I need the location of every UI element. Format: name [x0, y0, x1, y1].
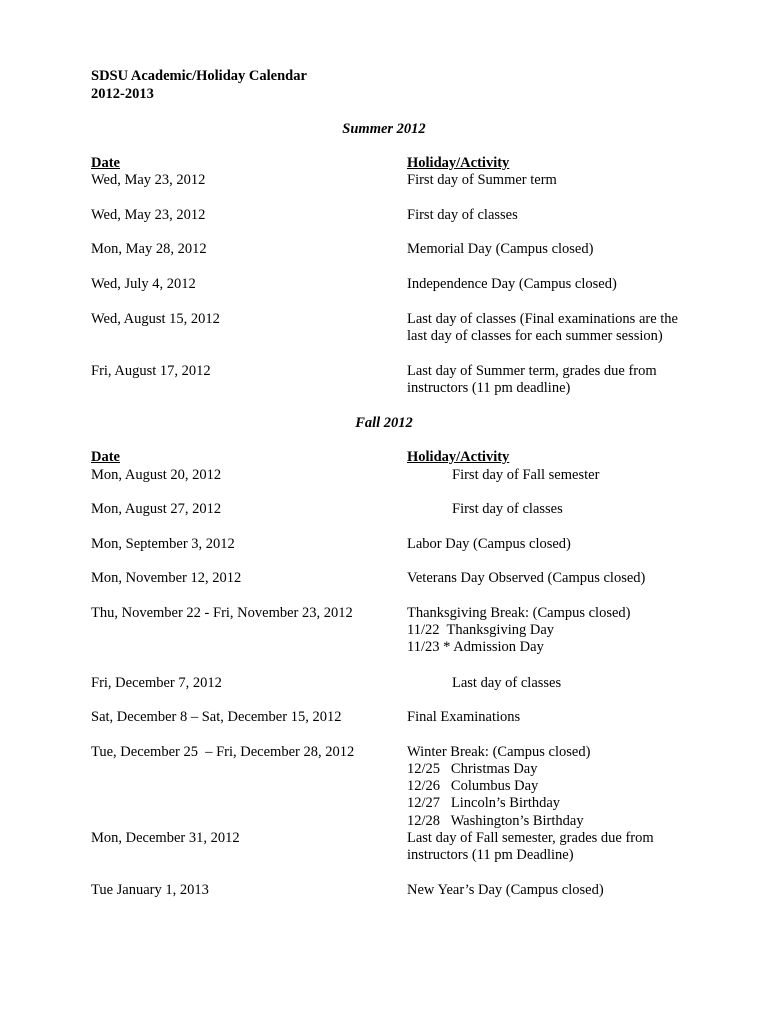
fall-row-activity: Veterans Day Observed (Campus closed) [407, 570, 646, 586]
summer-row-date: Wed, May 23, 2012 [91, 172, 206, 188]
summer-row-date: Fri, August 17, 2012 [91, 363, 211, 379]
summer-row-activity: Last day of classes (Final examinations are the [407, 311, 678, 327]
summer-activity-header: Holiday/Activity [407, 155, 510, 171]
summer-row-activity: Memorial Day (Campus closed) [407, 241, 594, 257]
fall-row-activity: Final Examinations [407, 709, 521, 725]
fall-row-activity: First day of classes [452, 501, 563, 517]
summer-row-date: Wed, May 23, 2012 [91, 207, 206, 223]
fall-row-activity: Winter Break: (Campus closed) [407, 744, 591, 760]
fall-row-date: Thu, November 22 - Fri, November 23, 2012 [91, 605, 353, 621]
fall-row-activity: First day of Fall semester [452, 467, 600, 483]
fall-row-date: Mon, August 20, 2012 [91, 467, 222, 483]
fall-row-activity: Last day of classes [452, 675, 562, 691]
summer-row-activity: First day of classes [407, 207, 518, 223]
fall-row-activity: New Year’s Day (Campus closed) [407, 882, 604, 898]
summer-row-activity: Independence Day (Campus closed) [407, 276, 617, 292]
document-year: 2012-2013 [91, 86, 154, 102]
fall-row-activity-continued: 12/27 Lincoln’s Birthday [407, 795, 561, 811]
fall-row-activity-continued: 12/25 Christmas Day [407, 761, 538, 777]
summer-date-header: Date [91, 155, 120, 171]
fall-date-header: Date [91, 449, 120, 465]
summer-row-activity: Last day of Summer term, grades due from [407, 363, 657, 379]
fall-row-activity-continued: 11/22 Thanksgiving Day [407, 622, 555, 638]
fall-row-date: Mon, September 3, 2012 [91, 536, 235, 552]
fall-row-date: Mon, August 27, 2012 [91, 501, 222, 517]
fall-row-date: Sat, December 8 – Sat, December 15, 2012 [91, 709, 342, 725]
fall-row-activity-continued: instructors (11 pm Deadline) [407, 847, 574, 863]
fall-section-heading: Fall 2012 [355, 415, 413, 431]
document-title: SDSU Academic/Holiday Calendar [91, 68, 307, 84]
fall-row-date: Mon, December 31, 2012 [91, 830, 240, 846]
fall-row-activity-continued: 11/23 * Admission Day [407, 639, 544, 655]
fall-row-activity: Thanksgiving Break: (Campus closed) [407, 605, 631, 621]
fall-row-date: Fri, December 7, 2012 [91, 675, 222, 691]
fall-row-activity: Last day of Fall semester, grades due from [407, 830, 654, 846]
fall-row-date: Tue, December 25 – Fri, December 28, 2012 [91, 744, 355, 760]
summer-section-heading: Summer 2012 [342, 121, 426, 137]
fall-row-date: Mon, November 12, 2012 [91, 570, 242, 586]
summer-row-activity: First day of Summer term [407, 172, 557, 188]
fall-row-date: Tue January 1, 2013 [91, 882, 209, 898]
fall-row-activity-continued: 12/26 Columbus Day [407, 778, 539, 794]
summer-row-date: Wed, August 15, 2012 [91, 311, 220, 327]
summer-row-date: Wed, July 4, 2012 [91, 276, 196, 292]
summer-row-activity-continued: last day of classes for each summer session) [407, 328, 663, 344]
fall-activity-header: Holiday/Activity [407, 449, 510, 465]
fall-row-activity: Labor Day (Campus closed) [407, 536, 571, 552]
summer-row-date: Mon, May 28, 2012 [91, 241, 207, 257]
fall-row-activity-continued: 12/28 Washington’s Birthday [407, 813, 584, 829]
summer-row-activity-continued: instructors (11 pm deadline) [407, 380, 571, 396]
